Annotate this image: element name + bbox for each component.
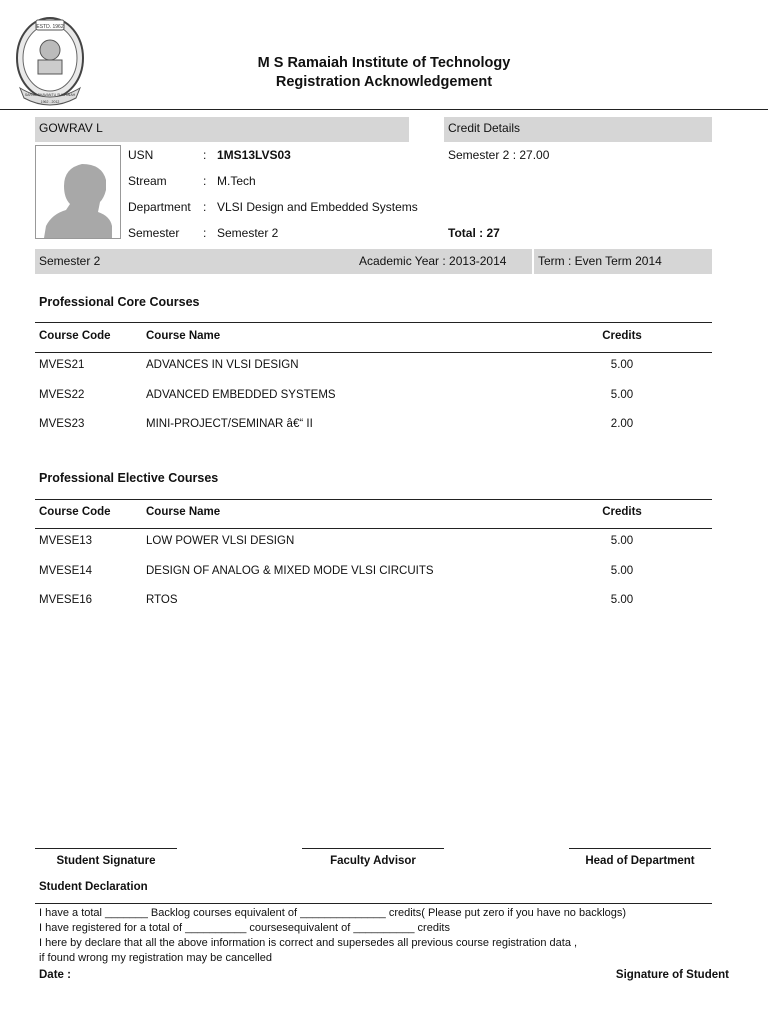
elective-courses-title: Professional Elective Courses (39, 471, 219, 485)
semester-credit-line: Semester 2 : 27.00 (448, 148, 550, 162)
elective-header-credits: Credits (602, 506, 642, 518)
document-title: Registration Acknowledgement (275, 74, 493, 90)
declaration-line: I here by declare that all the above information is correct and supersedes all previous course registration data , (39, 937, 578, 949)
declaration-rule (35, 903, 712, 904)
department-value: VLSI Design and Embedded Systems (217, 200, 418, 214)
declaration-text (39, 906, 729, 966)
date-label: Date : (39, 969, 71, 981)
student-photo (35, 145, 121, 239)
elective-header-name: Course Name (146, 506, 221, 518)
semester-value: Semester 2 (217, 226, 279, 240)
table-row-credits: 5.00 (610, 565, 634, 577)
table-row-credits: 5.00 (610, 594, 634, 606)
hod-signature-line (569, 848, 711, 849)
table-row-code: MVESE16 (39, 594, 93, 606)
core-table-header-rule (35, 352, 712, 353)
elective-table-top-rule (35, 499, 712, 500)
term: Term : Even Term 2014 (538, 254, 662, 268)
table-row-code: MVES22 (39, 389, 85, 401)
table-row-code: MVES21 (39, 359, 85, 371)
table-row-name: DESIGN OF ANALOG & MIXED MODE VLSI CIRCUITS (146, 565, 434, 577)
core-header-credits: Credits (602, 330, 642, 342)
faculty-advisor-label: Faculty Advisor (330, 855, 416, 867)
head-of-department-label: Head of Department (585, 855, 695, 867)
usn-colon: : (203, 148, 207, 162)
declaration-title: Student Declaration (39, 881, 148, 893)
department-label: Department (128, 200, 191, 214)
table-row-code: MVES23 (39, 418, 85, 430)
signature-of-student-label: Signature of Student (615, 969, 729, 981)
term-semester: Semester 2 (39, 254, 101, 268)
logo-motto: SARVE BHAVANTU SUKHINAH (24, 93, 76, 97)
table-row-credits: 5.00 (610, 389, 634, 401)
credit-details-heading: Credit Details (444, 117, 712, 142)
usn-value: 1MS13LVS03 (217, 148, 291, 162)
semester-label: Semester (128, 226, 180, 240)
table-row-code: MVESE14 (39, 565, 93, 577)
academic-year: Academic Year : 2013-2014 (359, 254, 507, 268)
declaration-line: I have registered for a total of __________ coursesequivalent of __________ credits (39, 922, 450, 934)
advisor-signature-line (302, 848, 444, 849)
student-signature-label: Student Signature (56, 855, 156, 867)
core-header-name: Course Name (146, 330, 221, 342)
logo-years: 1962 - 2012 (40, 100, 60, 104)
table-row-name: ADVANCED EMBEDDED SYSTEMS (146, 389, 336, 401)
table-row-name: ADVANCES IN VLSI DESIGN (146, 359, 299, 371)
term-bar (35, 249, 712, 274)
declaration-line: if found wrong my registration may be cancelled (39, 952, 272, 964)
stream-colon: : (203, 174, 207, 188)
declaration-line: I have a total _______ Backlog courses equivalent of ______________ credits( Please put zero if you have no backlogs) (39, 907, 627, 919)
institute-name: M S Ramaiah Institute of Technology (257, 55, 511, 71)
core-header-code: Course Code (39, 330, 111, 342)
table-row-code: MVESE13 (39, 535, 93, 547)
table-row-name: RTOS (146, 594, 178, 606)
table-row-credits: 2.00 (610, 418, 634, 430)
student-signature-line (35, 848, 177, 849)
student-name: GOWRAV L (35, 117, 409, 142)
core-table-top-rule (35, 322, 712, 323)
usn-label: USN (128, 148, 154, 162)
table-row-name: MINI-PROJECT/SEMINAR â€“ II (146, 418, 313, 430)
person-silhouette-icon (36, 146, 120, 238)
stream-value: M.Tech (217, 174, 256, 188)
header-divider (0, 109, 768, 110)
table-row-credits: 5.00 (610, 359, 634, 371)
elective-header-code: Course Code (39, 506, 111, 518)
table-row-credits: 5.00 (610, 535, 634, 547)
stream-label: Stream (128, 174, 167, 188)
total-credits: Total : 27 (448, 226, 500, 240)
table-row-name: LOW POWER VLSI DESIGN (146, 535, 295, 547)
semester-colon: : (203, 226, 207, 240)
department-colon: : (203, 200, 207, 214)
elective-table-header-rule (35, 528, 712, 529)
logo-estd-text: ESTD. 1962 (36, 24, 64, 30)
core-courses-title: Professional Core Courses (39, 295, 200, 309)
